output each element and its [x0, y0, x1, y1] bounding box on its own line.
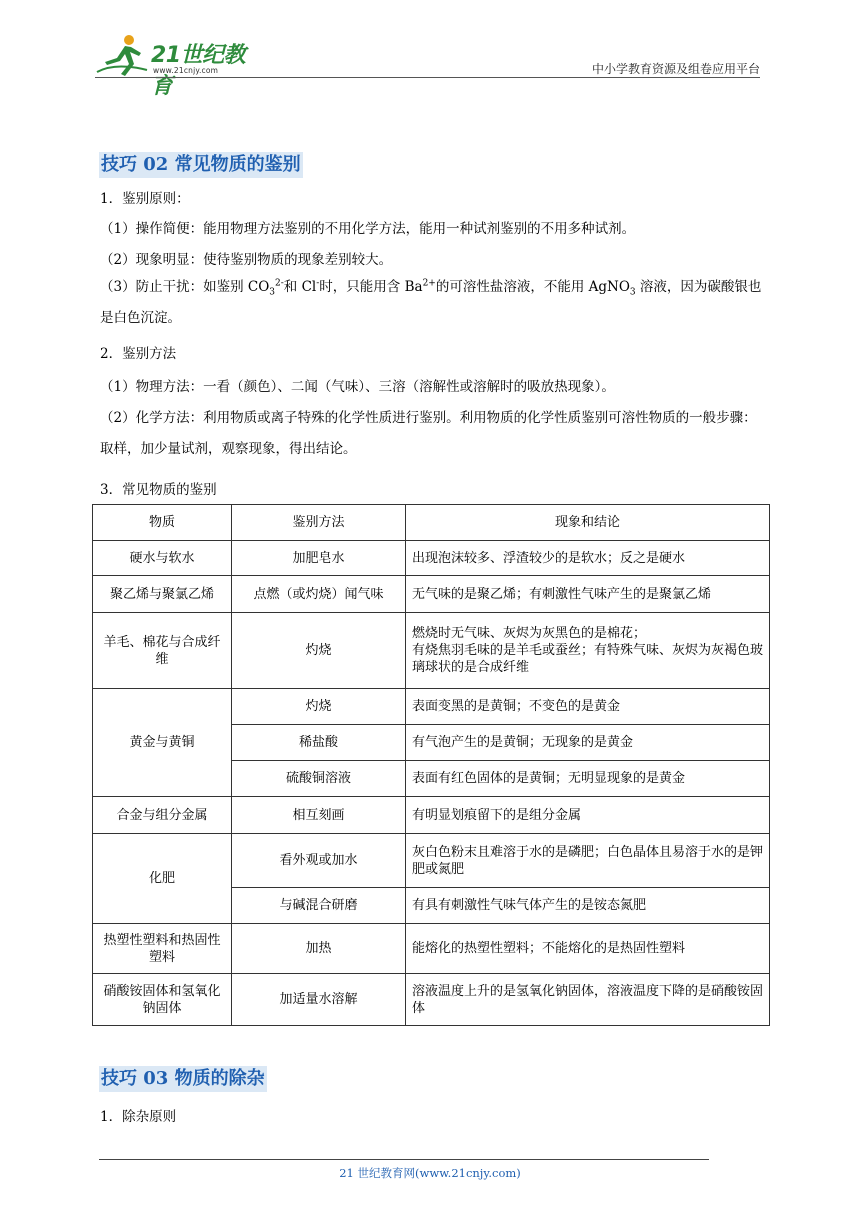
- logo-url: www.21cnjy.com: [153, 66, 219, 75]
- logo: [95, 32, 265, 99]
- section-title-03: 技巧 03 物质的除杂: [99, 1066, 267, 1092]
- section-title-02: 技巧 02 常见物质的鉴别: [99, 152, 303, 178]
- para-removal-principle: 1．除杂原则: [100, 1109, 177, 1125]
- para-methods: 2．鉴别方法: [100, 346, 177, 362]
- logo-text: 21世纪教育: [151, 43, 246, 99]
- platform-name: 中小学教育资源及组卷应用平台: [591, 62, 760, 76]
- table-row: 聚乙烯与聚氯乙烯 点燃（或灼烧）闻气味 无气味的是聚乙烯；有刺激性气味产生的是聚氯乙烯: [93, 576, 770, 613]
- table-row: 硝酸铵固体和氢氧化钠固体 加适量水溶解 溶液温度上升的是氢氧化钠固体，溶液温度下降的是硝酸铵固体: [93, 974, 770, 1026]
- table-row: 合金与组分金属 相互刻画 有明显划痕留下的是组分金属: [93, 797, 770, 834]
- table-header-row: [93, 505, 770, 541]
- para-chemical: （2）化学方法：利用物质或离子特殊的化学性质进行鉴别。利用物质的化学性质鉴别可溶性物质的一般步骤：取样，加少量试剂，观察现象，得出结论。: [100, 410, 757, 457]
- header-cell: 鉴别方法: [232, 505, 406, 541]
- table-row: 羊毛、棉花与合成纤维 灼烧 燃烧时无气味、灰烬为灰黑色的是棉花； 有烧焦羽毛味的是羊毛或蚕丝；有特殊气味、灰烬为灰褐色玻璃球状的是合成纤维: [93, 613, 770, 689]
- para-physical: （1）物理方法：一看（颜色）、二闻（气味）、三溶（溶解性或溶解时的吸放热现象）。: [100, 379, 615, 395]
- para-simple: （1）操作简便：能用物理方法鉴别的不用化学方法，能用一种试剂鉴别的不用多种试剂。: [100, 221, 636, 237]
- table-row: 硫酸铜溶液 表面有红色固体的是黄铜；无明显现象的是黄金: [93, 761, 770, 797]
- footer-text: 21 世纪教育网(www.21cnjy.com): [339, 1166, 521, 1180]
- para-common: 3．常见物质的鉴别: [100, 482, 217, 498]
- header-divider: [95, 77, 760, 78]
- table-row: 硬水与软水 加肥皂水 出现泡沫较多、浮渣较少的是软水；反之是硬水: [93, 541, 770, 576]
- para-obvious: （2）现象明显：使待鉴别物质的现象差别较大。: [100, 252, 393, 268]
- para-principle: 1．鉴别原则：: [100, 191, 190, 207]
- table-row: 化肥 看外观或加水 灰白色粉末且难溶于水的是磷肥；白色晶体且易溶于水的是钾肥或氮肥: [93, 834, 770, 888]
- header-cell: 物质: [93, 505, 232, 541]
- identification-table: [92, 504, 770, 1026]
- table-row: 黄金与黄铜 灼烧 表面变黑的是黄铜；不变色的是黄金: [93, 689, 770, 725]
- table-row: 稀盐酸 有气泡产生的是黄铜；无现象的是黄金: [93, 725, 770, 761]
- table-row: 热塑性塑料和热固性塑料 加热 能熔化的热塑性塑料；不能熔化的是热固性塑料: [93, 924, 770, 974]
- table-row: 与碱混合研磨 有具有刺激性气味气体产生的是铵态氮肥: [93, 888, 770, 924]
- runner-logo-icon: [95, 32, 155, 80]
- para-interference: （3）防止干扰：如鉴别 $CO_3^{2-}$和 Cl-时，只能用含 $Ba^{2+}$的可溶性盐溶液，不能用 AgNO$_3$ 溶液，因为碳酸银也是白色沉淀。: [100, 278, 762, 326]
- page-header: [95, 32, 760, 99]
- header-cell: 现象和结论: [406, 505, 770, 541]
- footer-divider: [99, 1159, 709, 1160]
